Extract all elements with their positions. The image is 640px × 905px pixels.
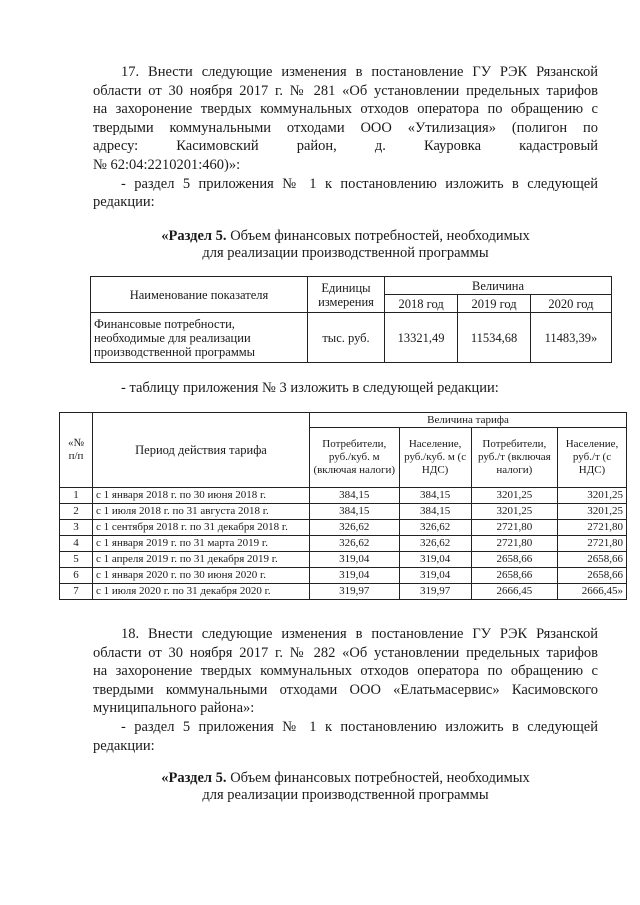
row-period: с 1 апреля 2019 г. по 31 декабря 2019 г. [93, 552, 310, 568]
row-number: 2 [60, 504, 93, 520]
row-population-m3: 384,15 [399, 488, 471, 504]
row-value-2018: 13321,49 [385, 313, 458, 363]
item-17-line: адресу: Касимовский район, д. Кауровка кадастровый [93, 138, 598, 155]
row-population-m3: 326,62 [399, 536, 471, 552]
item-17-line: твердыми коммунальными отходами ООО «Утилизация» (полигон по [93, 119, 598, 136]
row-population-t: 2721,80 [558, 536, 627, 552]
table-row [60, 584, 627, 600]
row-population-t: 3201,25 [558, 504, 627, 520]
row-population-t: 2658,66 [558, 552, 627, 568]
item-17-line: 17. Внести следующие изменения в постановление ГУ РЭК Рязанской [121, 64, 598, 80]
item-18-line: 18. Внести следующие изменения в постановление ГУ РЭК Рязанской [121, 626, 598, 642]
item-18-line: области от 30 ноября 2017 г. № 282 «Об установлении предельных тарифов [93, 644, 598, 661]
row-consumers-t: 2666,45 [471, 584, 557, 600]
subheader-consumers-t: Потребители, руб./т (включая налоги) [471, 428, 557, 488]
item-17-text [93, 63, 598, 212]
row-period: с 1 января 2020 г. по 30 июня 2020 г. [93, 568, 310, 584]
table-row [60, 568, 627, 584]
header-year: 2019 год [458, 295, 531, 313]
item-17-line: на захоронение твердых коммунальных отходов оператора по обращению с [93, 101, 598, 118]
row-population-m3: 319,04 [399, 568, 471, 584]
row-number: 4 [60, 536, 93, 552]
row-number: 1 [60, 488, 93, 504]
row-population-m3: 319,04 [399, 552, 471, 568]
item-17-caption [93, 228, 598, 262]
subheader-consumers-m3: Потребители, руб./куб. м (включая налоги) [310, 428, 400, 488]
row-value-2020: 11483,39» [530, 313, 611, 363]
item-18-line: муниципального района»: [93, 700, 255, 717]
row-population-t: 2721,80 [558, 520, 627, 536]
item-18-text [93, 625, 598, 755]
table-row [60, 520, 627, 536]
row-period: с 1 сентября 2018 г. по 31 декабря 2018 г. [93, 520, 310, 536]
row-period: с 1 июля 2020 г. по 31 декабря 2020 г. [93, 584, 310, 600]
subheader-population-t: Население, руб./т (с НДС) [558, 428, 627, 488]
header-tariff-value: Величина тарифа [310, 413, 627, 428]
row-consumers-t: 2721,80 [471, 520, 557, 536]
caption-rest: Объем финансовых потребностей, необходимых [226, 770, 530, 786]
item-17-line: № 62:04:2210201:460)»: [93, 156, 241, 173]
row-number: 3 [60, 520, 93, 536]
caption-line2: для реализации производственной программы [202, 787, 489, 803]
table-row [60, 488, 627, 504]
row-consumers-t: 2658,66 [471, 552, 557, 568]
row-period: с 1 января 2019 г. по 31 марта 2019 г. [93, 536, 310, 552]
item-18-subline: - раздел 5 приложения № 1 к постановлению изложить в следующей [121, 718, 598, 735]
row-indicator-name: Финансовые потребности, необходимые для реализации производственной программы [91, 313, 308, 363]
item-17-subline: - раздел 5 приложения № 1 к постановлению изложить в следующей [121, 175, 598, 192]
row-consumers-t: 2658,66 [471, 568, 557, 584]
header-num: «№ п/п [60, 413, 93, 488]
row-period: с 1 января 2018 г. по 30 июня 2018 г. [93, 488, 310, 504]
header-unit: Единицы измерения [308, 277, 385, 313]
item-18-line: на захоронение твердых коммунальных отходов оператора по обращению с [93, 663, 598, 680]
row-consumers-t: 3201,25 [471, 488, 557, 504]
header-period: Период действия тарифа [93, 413, 310, 488]
row-population-m3: 319,97 [399, 584, 471, 600]
tariff-table [59, 412, 627, 600]
row-population-t: 3201,25 [558, 488, 627, 504]
item-18-caption [93, 770, 598, 804]
header-year: 2018 год [385, 295, 458, 313]
header-year: 2020 год [530, 295, 611, 313]
item-18-line: твердыми коммунальными отходами ООО «Елатьмасервис» Касимовского [93, 681, 598, 698]
row-number: 5 [60, 552, 93, 568]
row-population-m3: 326,62 [399, 520, 471, 536]
item-17-line: области от 30 ноября 2017 г. № 281 «Об установлении предельных тарифов [93, 82, 598, 99]
row-unit: тыс. руб. [308, 313, 385, 363]
item-18-subline: редакции: [93, 737, 155, 754]
row-period: с 1 июля 2018 г. по 31 августа 2018 г. [93, 504, 310, 520]
table-row [60, 504, 627, 520]
row-population-t: 2666,45» [558, 584, 627, 600]
caption-bold: «Раздел 5. [161, 770, 227, 786]
row-number: 6 [60, 568, 93, 584]
row-population-m3: 384,15 [399, 504, 471, 520]
row-consumers-m3: 319,04 [310, 568, 400, 584]
row-consumers-m3: 384,15 [310, 504, 400, 520]
row-consumers-m3: 326,62 [310, 536, 400, 552]
item-17-subline: редакции: [93, 194, 155, 211]
row-consumers-t: 2721,80 [471, 536, 557, 552]
financial-needs-table [90, 276, 612, 363]
row-consumers-t: 3201,25 [471, 504, 557, 520]
header-value: Величина [385, 277, 612, 295]
tariff-rows [60, 488, 627, 600]
table-row [60, 536, 627, 552]
caption-rest: Объем финансовых потребностей, необходимых [226, 228, 530, 244]
row-consumers-m3: 319,97 [310, 584, 400, 600]
row-value-2019: 11534,68 [458, 313, 531, 363]
table-row [60, 552, 627, 568]
row-consumers-m3: 326,62 [310, 520, 400, 536]
caption-line2: для реализации производственной программы [202, 245, 489, 261]
row-consumers-m3: 384,15 [310, 488, 400, 504]
header-indicator-name: Наименование показателя [91, 277, 308, 313]
row-consumers-m3: 319,04 [310, 552, 400, 568]
subheader-population-m3: Население, руб./куб. м (с НДС) [399, 428, 471, 488]
caption-bold: «Раздел 5. [161, 228, 227, 244]
row-population-t: 2658,66 [558, 568, 627, 584]
table3-intro: - таблицу приложения № 3 изложить в следующей редакции: [121, 380, 499, 396]
row-number: 7 [60, 584, 93, 600]
